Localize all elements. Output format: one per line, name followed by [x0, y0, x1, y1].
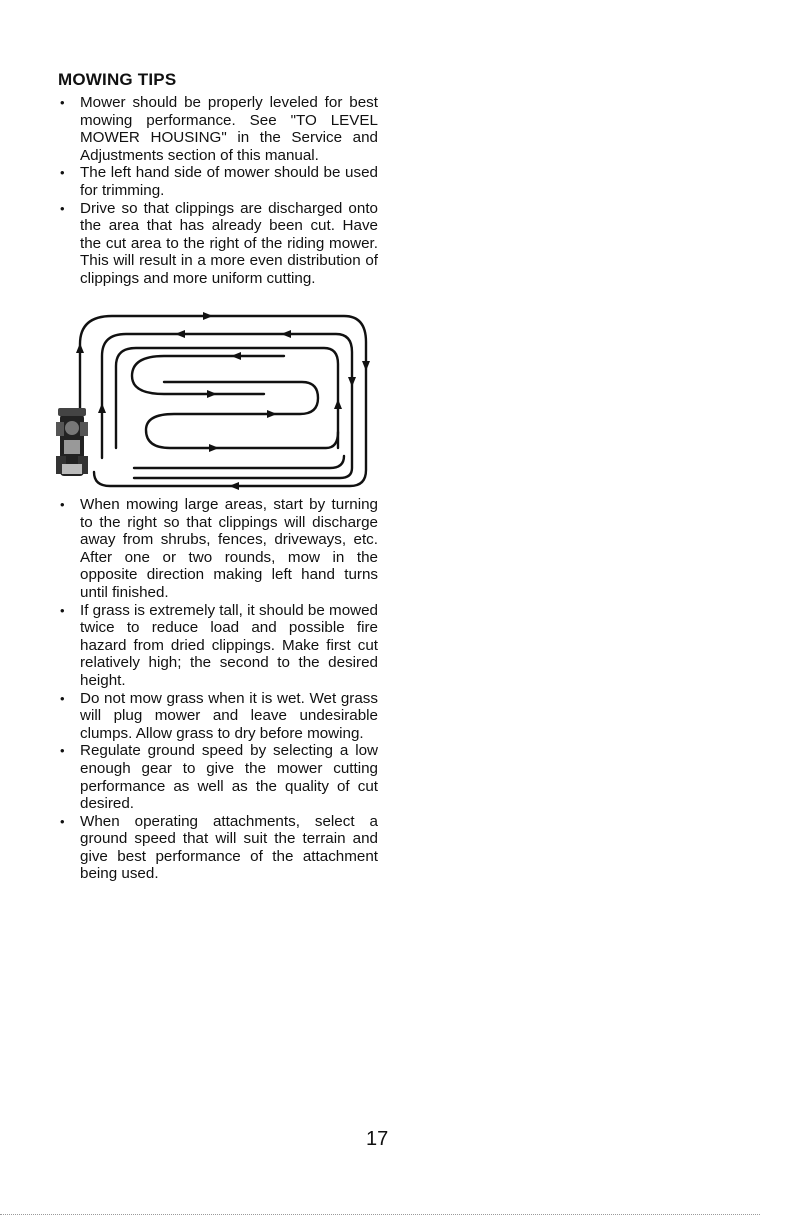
riding-mower-icon [56, 408, 88, 476]
bullet-icon: • [60, 165, 65, 181]
tip-item [58, 813, 378, 883]
tip-text: Drive so that clippings are discharged onto the area that has already been cut. Have the cut area to the right of the riding mower. This will result in a more even distribution of clippings and more uniform cutting. [80, 199, 378, 287]
bullet-icon: • [60, 497, 65, 512]
tip-text: When operating attachments, select a ground speed that will suit the terrain and give best performance of the attachment being used. [80, 812, 378, 883]
mowing-path-third [116, 348, 338, 448]
section-heading: MOWING TIPS [58, 70, 177, 89]
tip-text: Do not mow grass when it is wet. Wet grass will plug mower and leave undesirable clumps. Allow grass to dry before mowing. [80, 689, 378, 742]
mowing-path-outer [80, 316, 366, 486]
bullet-icon: • [60, 743, 65, 759]
scan-artifact-line [0, 1214, 760, 1215]
tip-item [58, 496, 378, 602]
page-number: 17 [366, 1128, 389, 1150]
tips-list-top [58, 94, 378, 288]
tip-text: Mower should be properly leveled for best mowing performance. See "TO LEVEL MOWER HOUSING" in the Service and Adjustments section of this manual. [80, 94, 378, 164]
tip-text: If grass is extremely tall, it should be mowed twice to reduce load and possible fire hazard from dried clippings. Make first cut relatively high; the second to the desired height. [80, 601, 378, 689]
bullet-icon: • [60, 602, 65, 618]
bullet-icon: • [60, 200, 65, 216]
tip-text: Regulate ground speed by selecting a low enough gear to give the mower cutting performance as well as the quality of cut desired. [80, 742, 378, 813]
mowing-pattern-diagram [54, 308, 384, 498]
tip-item [58, 602, 378, 690]
mowing-path-bottom [134, 456, 344, 468]
bullet-icon: • [60, 690, 65, 706]
tip-item [58, 164, 378, 199]
bullet-icon: • [60, 95, 65, 110]
tip-item [58, 200, 378, 288]
tip-item [58, 742, 378, 812]
tip-item [58, 94, 378, 164]
mowing-path-inner-upper [132, 356, 284, 394]
tip-item [58, 690, 378, 743]
tips-list-bottom [58, 496, 378, 883]
tip-text: The left hand side of mower should be used for trimming. [80, 164, 378, 199]
bullet-icon: • [60, 813, 65, 829]
mowing-path-inner-middle [146, 382, 338, 448]
tip-text: When mowing large areas, start by turning to the right so that clippings will discharge away from shrubs, fences, driveways, etc. After one or two rounds, mow in the opposite direction making left hand turns until finished. [80, 496, 378, 601]
